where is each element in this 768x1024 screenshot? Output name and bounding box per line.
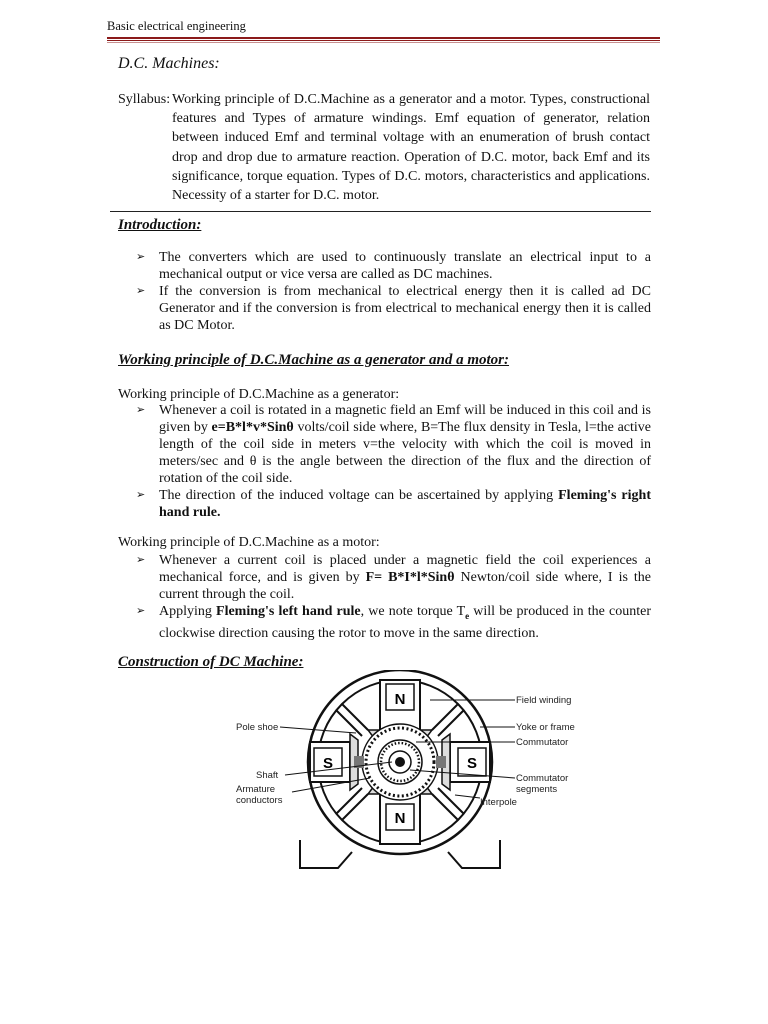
arrow-bullet-icon: ➢	[136, 285, 146, 297]
arrow-bullet-icon: ➢	[136, 554, 146, 566]
header-rule-2	[107, 40, 660, 41]
label-field-winding: Field winding	[516, 695, 572, 706]
arrow-bullet-icon: ➢	[136, 605, 146, 617]
working-principle-heading: Working principle of D.C.Machine as a generator and a motor:	[118, 352, 510, 368]
introduction-list	[136, 249, 651, 334]
label-commutator-segments-2: segments	[516, 784, 558, 795]
section-divider	[110, 211, 651, 212]
generator-intro: Working principle of D.C.Machine as a generator:	[118, 387, 400, 402]
dc-machine-diagram	[230, 670, 590, 875]
syllabus-block	[118, 90, 650, 205]
force-formula: F= B*I*l*Sinθ	[365, 570, 455, 585]
construction-heading: Construction of DC Machine:	[118, 654, 304, 670]
header-rule	[107, 37, 660, 39]
introduction-heading: Introduction:	[118, 217, 202, 233]
header-rule-3	[107, 42, 660, 43]
list-item: ➢ The direction of the induced voltage can be ascertained by applying Fleming's right hand rule.	[136, 488, 651, 520]
machine-foot-left	[300, 840, 352, 868]
syllabus-label: Syllabus:	[118, 92, 171, 107]
list-item: ➢ The converters which are used to continuously translate an electrical input to a mechanical output or vice versa are called as DC machines.	[136, 250, 651, 282]
page-title: D.C. Machines:	[118, 55, 220, 72]
motor-list	[136, 552, 651, 642]
pole-n-top-label: N	[394, 691, 406, 708]
pole-s-left-label: S	[322, 755, 334, 772]
motor-intro: Working principle of D.C.Machine as a motor:	[118, 535, 380, 550]
label-shaft: Shaft	[256, 770, 279, 781]
emf-formula: e=B*l*v*Sinθ	[211, 420, 294, 435]
list-item: ➢ Applying Fleming's left hand rule, we note torque $T_e$ will be produced in the counter clockwise direction causing the rotor to move in the same direction.	[136, 604, 651, 641]
label-armature-2: conductors	[236, 795, 283, 806]
label-yoke: Yoke or frame	[516, 722, 575, 733]
label-interpole: Interpole	[480, 797, 517, 808]
generator-list	[136, 402, 651, 521]
list-item: ➢ If the conversion is from mechanical to electrical energy then it is called ad DC Generator and if the conversion is from electrical to mechanical energy then it is called as DC Motor.	[136, 284, 651, 333]
pole-s-right-label: S	[466, 755, 478, 772]
list-item: ➢ Whenever a coil is rotated in a magnetic field an Emf will be induced in this coil and is given by e=B*l*v*Sinθ volts/coil side where, B=The flux density in Tesla, l=the active length of the coil side in meters v=the velocity with which the coil is moved in meters/sec and θ is the angle between the direction of the flux and the direction of rotation of the coil side.	[136, 403, 651, 486]
running-header: Basic electrical engineering	[107, 19, 246, 33]
arrow-bullet-icon: ➢	[136, 251, 146, 263]
pole-n-bottom-label: N	[394, 810, 406, 827]
label-armature-1: Armature	[236, 784, 276, 795]
arrow-bullet-icon: ➢	[136, 489, 146, 501]
shaft	[395, 757, 405, 767]
brush-right	[436, 756, 446, 768]
machine-foot-right	[448, 840, 500, 868]
arrow-bullet-icon: ➢	[136, 404, 146, 416]
list-item: ➢ Whenever a current coil is placed under a magnetic field the coil experiences a mechanical force, and is given by F= B*I*l*Sinθ Newton/coil side where, I is the current through the coil.	[136, 553, 651, 602]
syllabus-text: Working principle of D.C.Machine as a generator and a motor. Types, constructional features and Types of armature windings. Emf equation of generator, relation between induced Emf and terminal voltage with an enumeration of brush contact drop and drop due to armature reaction. Operation of D.C. motor, back Emf and its significance, torque equation. Types of D.C. motors, characteristics and applications. Necessity of a starter for D.C. motor.	[172, 92, 650, 204]
label-pole-shoe: Pole shoe	[236, 722, 279, 733]
label-commutator-segments-1: Commutator	[516, 773, 569, 784]
label-commutator: Commutator	[516, 737, 569, 748]
